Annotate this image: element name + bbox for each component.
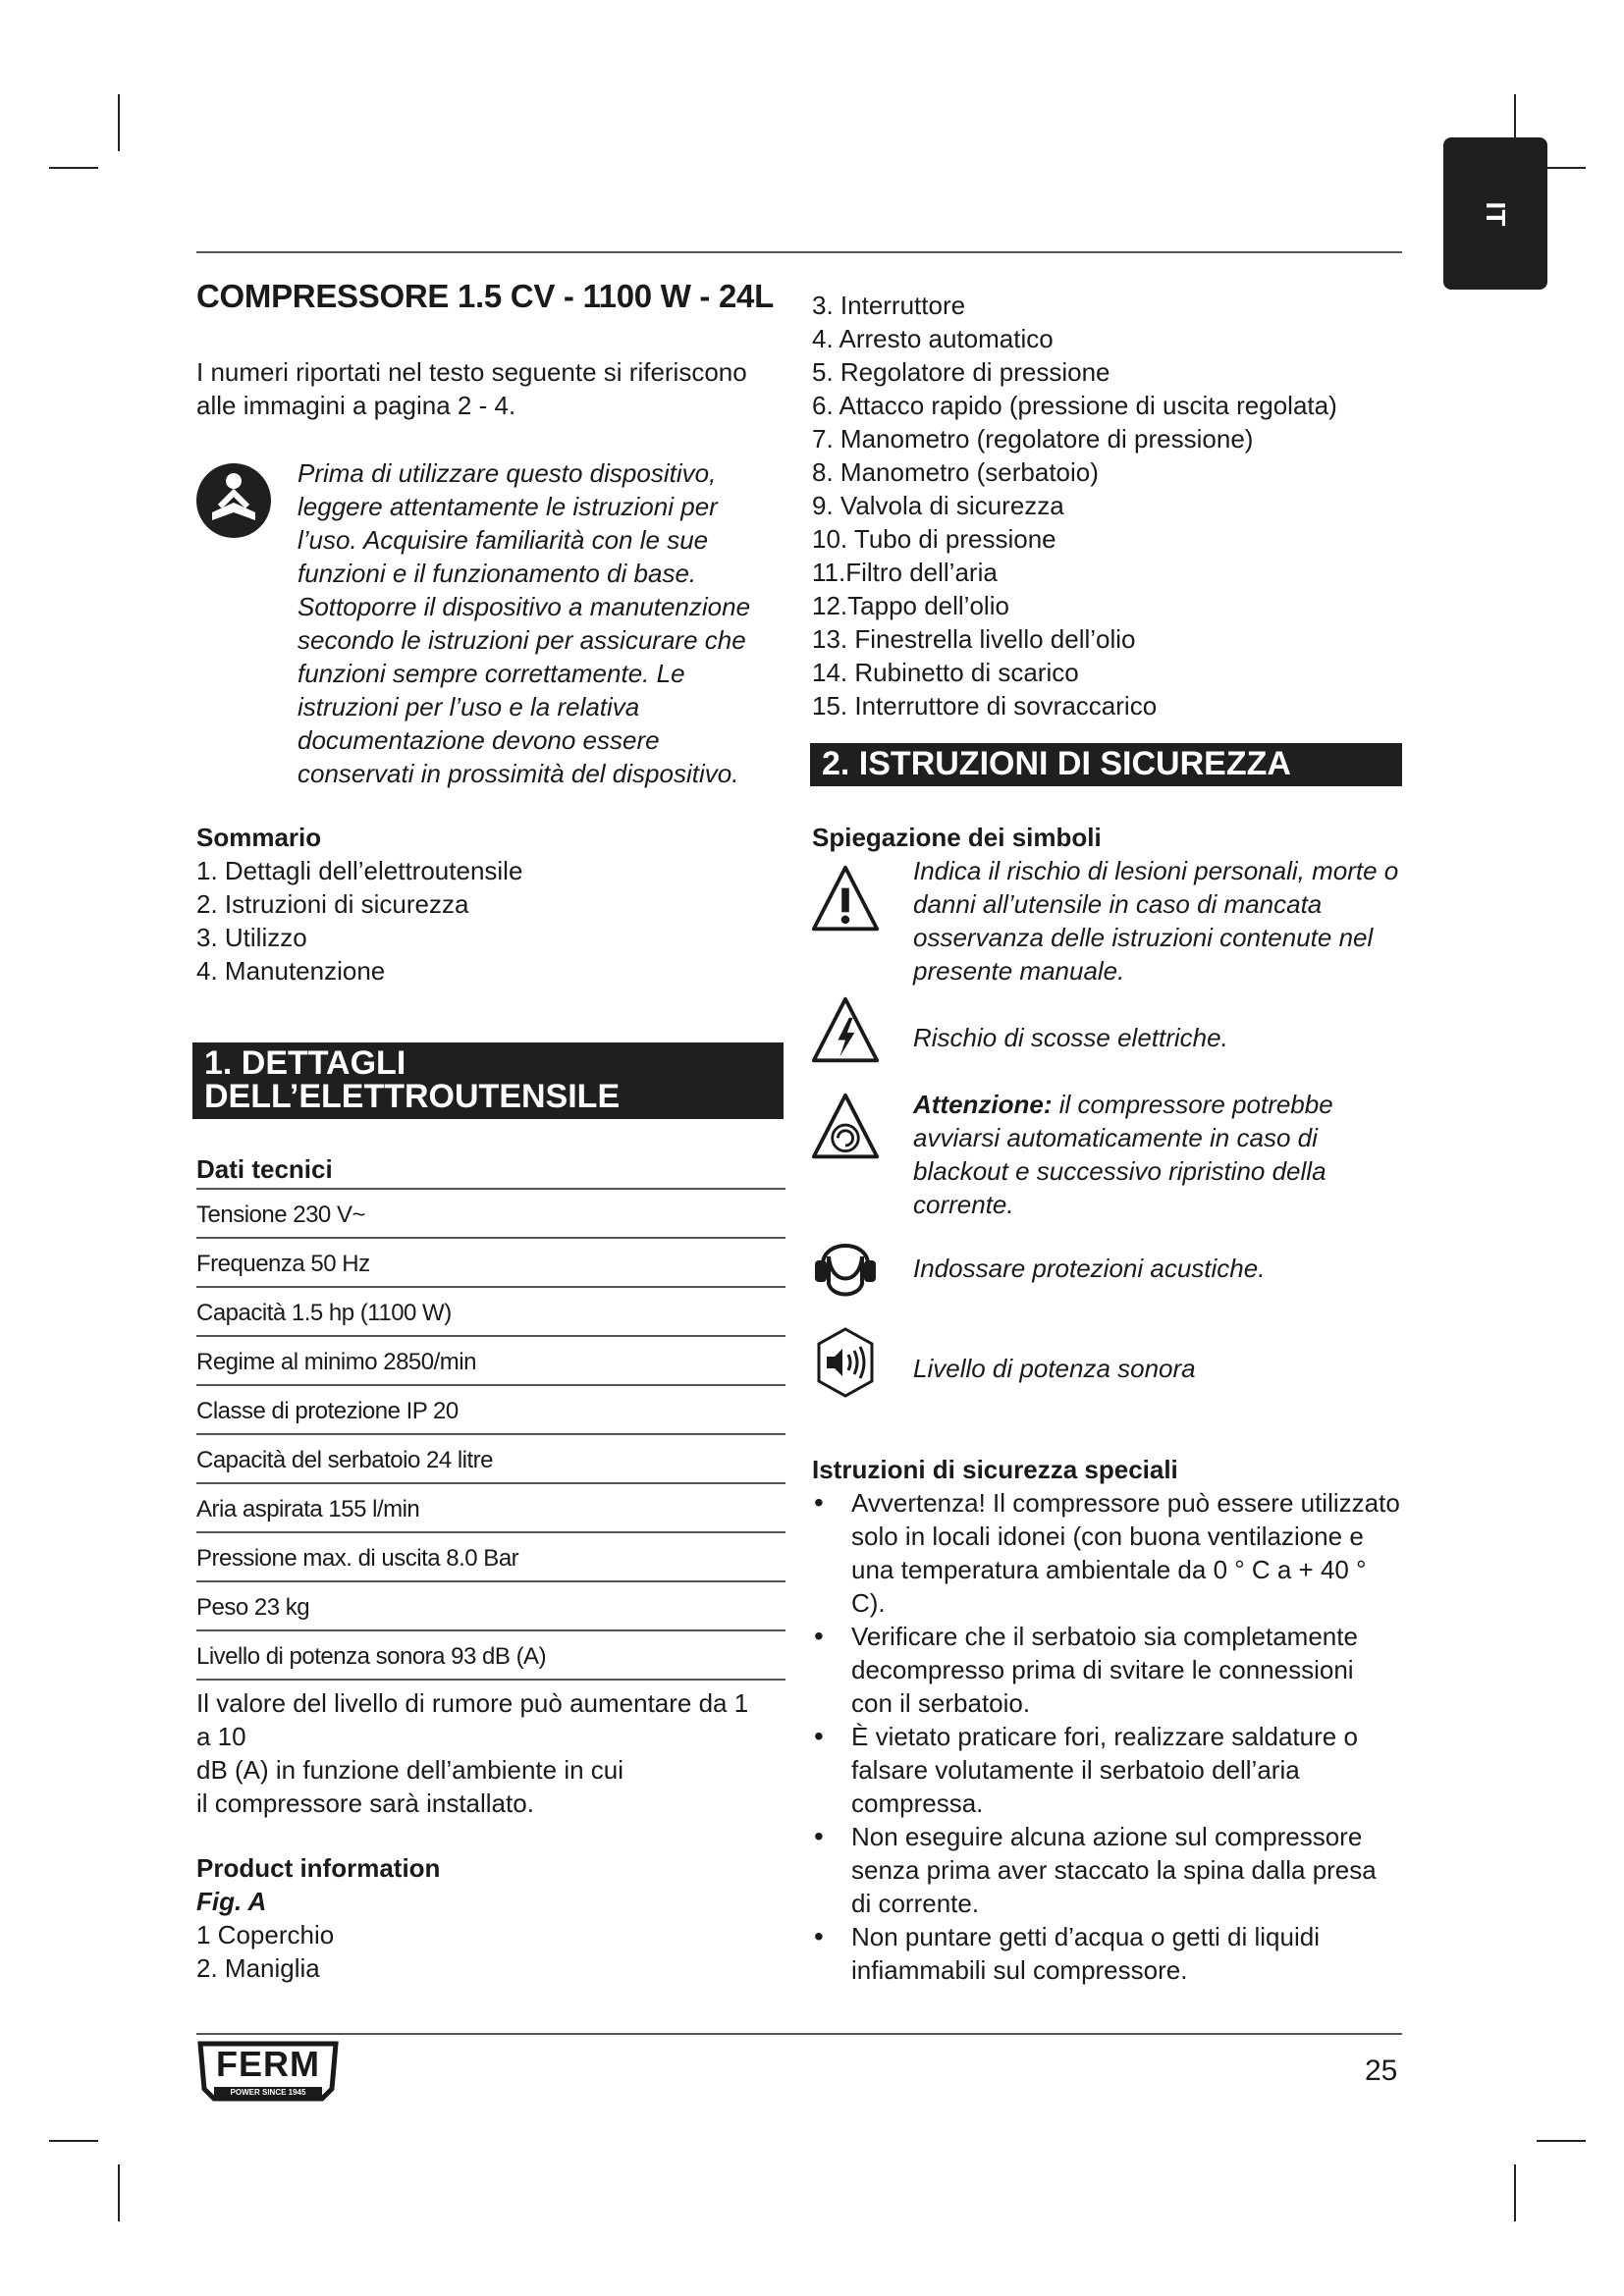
table-row [196, 1483, 785, 1532]
special-list [812, 1486, 1401, 1987]
spec-cell: Capacità 1.5 hp (1100 W) [196, 1287, 785, 1336]
table-row [196, 1532, 785, 1581]
special-heading: Istruzioni di sicurezza speciali [812, 1455, 1178, 1484]
product-item: 2. Maniglia [196, 1953, 320, 1983]
summary-item: 1. Dettagli dell’elettroutensile [196, 856, 523, 885]
tech-heading: Dati tecnici [196, 1154, 333, 1184]
table-row [196, 1287, 785, 1336]
summary-item: 4. Manutenzione [196, 956, 386, 986]
part-item: 9. Valvola di sicurezza [812, 491, 1064, 520]
part-item: 12.Tappo dell’olio [812, 591, 1009, 620]
list-item: • Non eseguire alcuna azione sul compressore senza prima aver staccato la spina dalla presa di corrente. [812, 1820, 1401, 1920]
noise-note-line: dB (A) in funzione dell’ambiente in cui [196, 1755, 624, 1785]
noise-note-line: Il valore del livello di rumore può aumentare da 1 [196, 1688, 749, 1718]
spec-cell: Tensione 230 V~ [196, 1189, 785, 1238]
logo-tagline: POWER SINCE 1945 [230, 2088, 306, 2097]
crop-mark [49, 2140, 98, 2142]
list-item: • Verificare che il serbatoio sia completamente decompresso prima di svitare le connessioni con il serbatoio. [812, 1620, 1401, 1720]
part-item: 14. Rubinetto di scarico [812, 658, 1079, 687]
auto-start-warning-icon [810, 1088, 881, 1166]
part-item: 3. Interruttore [812, 291, 966, 320]
spec-cell: Livello di potenza sonora 93 dB (A) [196, 1630, 785, 1680]
spec-cell: Frequenza 50 Hz [196, 1238, 785, 1287]
attention-label: Attenzione: [913, 1090, 1053, 1119]
part-item: 7. Manometro (regolatore di pressione) [812, 424, 1254, 454]
header-rule [196, 251, 1402, 253]
electric-text: Rischio di scosse elettriche. [913, 1023, 1228, 1052]
spec-cell: Pressione max. di uscita 8.0 Bar [196, 1532, 785, 1581]
read-manual-icon [194, 461, 273, 540]
section1-line1: 1. DETTAGLI [204, 1044, 406, 1082]
spec-cell: Aria aspirata 155 l/min [196, 1483, 785, 1532]
table-row [196, 1189, 785, 1238]
list-item: • È vietato praticare fori, realizzare saldature o falsare volutamente il serbatoio dell’aria compressa. [812, 1720, 1401, 1820]
table-row [196, 1630, 785, 1680]
attention-body: il compressore potrebbe avviarsi automaticamente in caso di blackout e successivo ripristino della corrente. [913, 1090, 1333, 1219]
summary-heading: Sommario [196, 823, 322, 852]
spec-cell: Peso 23 kg [196, 1581, 785, 1630]
list-item: • Non puntare getti d’acqua o getti di liquidi infiammabili sul compressore. [812, 1920, 1401, 1987]
noise-note-line: il compressore sarà installato. [196, 1789, 534, 1818]
section1-line2: DELL’ELETTROUTENSILE [204, 1078, 621, 1115]
part-item: 13. Finestrella livello dell’olio [812, 624, 1136, 654]
symbols-heading: Spiegazione dei simboli [812, 823, 1102, 852]
intro-text: I numeri riportati nel testo seguente si riferiscono alle immagini a pagina 2 - 4. [196, 357, 747, 420]
parts-list [812, 289, 1401, 722]
language-tab-label: IT [1481, 201, 1511, 226]
spec-cell: Regime al minimo 2850/min [196, 1336, 785, 1385]
figure-label: Fig. A [196, 1887, 267, 1916]
warning-text: Indica il rischio di lesioni personali, morte o danni all’utensile in caso di mancata osservanza delle istruzioni contenute nel presente manuale. [913, 856, 1399, 986]
language-tab [1443, 137, 1547, 290]
part-item: 6. Attacco rapido (pressione di uscita regolata) [812, 391, 1337, 420]
table-row [196, 1581, 785, 1630]
part-item: 4. Arresto automatico [812, 324, 1054, 353]
crop-mark [1537, 2140, 1586, 2142]
product-heading: Product information [196, 1853, 441, 1883]
crop-mark [1514, 2164, 1516, 2221]
product-item: 1 Coperchio [196, 1920, 335, 1949]
crop-mark [118, 2164, 120, 2221]
part-item: 10. Tubo di pressione [812, 524, 1056, 554]
sound-level-text: Livello di potenza sonora [913, 1354, 1196, 1383]
crop-mark [118, 94, 120, 151]
tech-specs-table [196, 1188, 785, 1681]
logo-brand: FERM [216, 2044, 320, 2084]
page-number: 25 [1365, 2055, 1398, 2087]
electric-shock-icon [810, 991, 881, 1070]
spec-cell: Classe di protezione IP 20 [196, 1385, 785, 1434]
section1-heading [192, 1042, 784, 1119]
ear-protection-text: Indossare protezioni acustiche. [913, 1254, 1266, 1283]
part-item: 8. Manometro (serbatoio) [812, 457, 1099, 487]
summary-list [196, 854, 522, 988]
table-row [196, 1434, 785, 1483]
table-row [196, 1238, 785, 1287]
ferm-logo [196, 2040, 340, 2103]
part-item: 15. Interruttore di sovraccarico [812, 691, 1158, 721]
crop-mark [49, 167, 98, 169]
noise-note [196, 1686, 795, 1820]
summary-item: 3. Utilizzo [196, 923, 307, 952]
part-item: 11.Filtro dell’aria [812, 558, 998, 587]
product-list [196, 1918, 334, 1985]
attention-text [913, 1088, 1404, 1221]
warning-triangle-icon [810, 860, 881, 938]
page-title: COMPRESSORE 1.5 CV - 1100 W - 24L [196, 278, 774, 314]
table-row [196, 1336, 785, 1385]
noise-note-line: a 10 [196, 1722, 246, 1751]
list-item: • Avvertenza! Il compressore può essere utilizzato solo in locali idonei (con buona ventilazione e una temperatura ambientale da 0 ° C a + 40 ° C). [812, 1486, 1401, 1620]
sound-level-icon [810, 1325, 881, 1400]
summary-item: 2. Istruzioni di sicurezza [196, 889, 469, 919]
part-item: 5. Regolatore di pressione [812, 357, 1110, 387]
section2-heading: 2. ISTRUZIONI DI SICUREZZA [810, 743, 1402, 786]
spec-cell: Capacità del serbatoio 24 litre [196, 1434, 785, 1483]
manual-note: Prima di utilizzare questo dispositivo, leggere attentamente le istruzioni per l’uso. Acquisire familiarità con le sue funzioni e il funzionamento di base. Sottoporre il dispositivo a manutenzione secondo le istruzioni per assicurare che funzioni sempre correttamente. Le istruzioni per l’uso e la relativa documentazione devono essere conservati in prossimità del dispositivo. [298, 458, 751, 788]
footer-rule [196, 2033, 1402, 2035]
ear-protection-icon [810, 1227, 881, 1302]
table-row [196, 1385, 785, 1434]
